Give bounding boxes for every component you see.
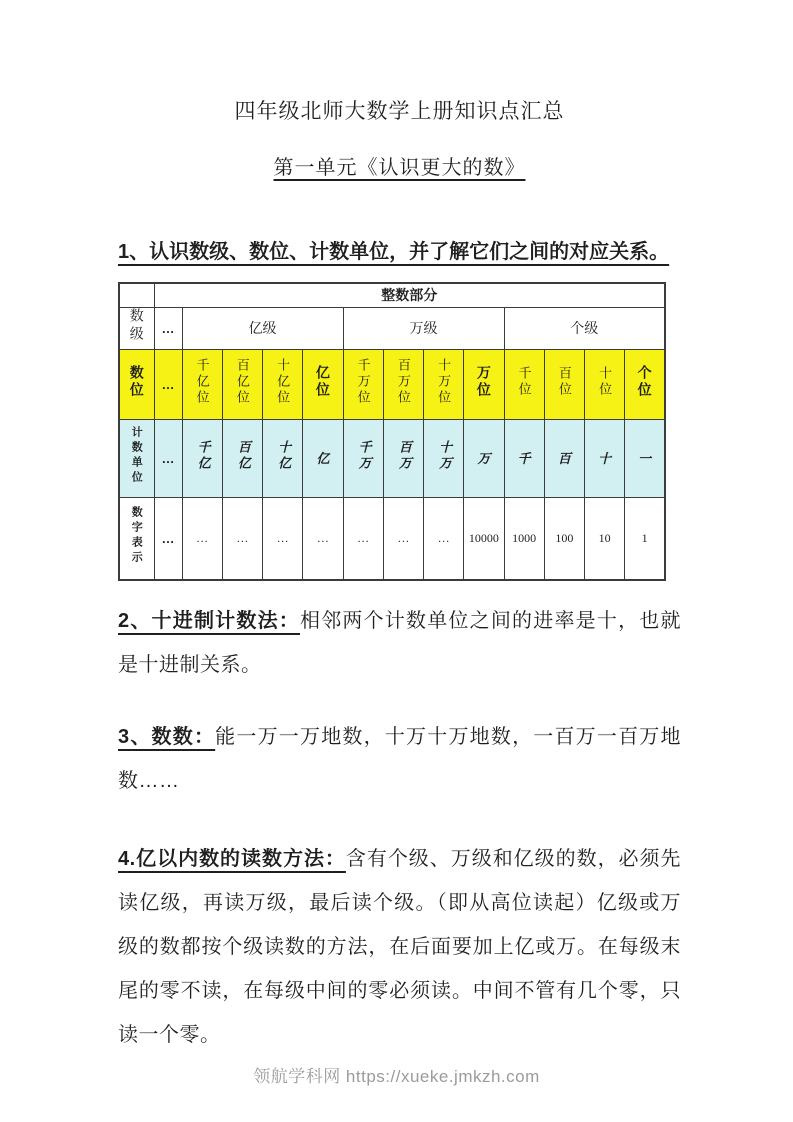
corner-cell [119, 283, 154, 307]
unit-subtitle: 第一单元《认识更大的数》 [273, 157, 526, 179]
counting-unit-cell: 一 [625, 419, 665, 497]
digit-place-cell: 千亿位 [182, 349, 222, 419]
integer-part-header-cell: 整数部分 [154, 283, 665, 307]
counting-unit-cell: 百 [544, 419, 584, 497]
counting-unit-cell: 亿 [303, 419, 343, 497]
counting-unit-cell: 百万 [383, 419, 423, 497]
row-header-digit-place: 数位 [119, 349, 154, 419]
number-value-cell: … [222, 497, 262, 580]
number-value-cell: … [424, 497, 464, 580]
level-cell-ge: 个级 [504, 307, 665, 349]
counting-unit-cell: 万 [464, 419, 504, 497]
section-2-paragraph [118, 599, 681, 687]
digit-place-cell: 十位 [585, 349, 625, 419]
level-cell-wan: 万级 [343, 307, 504, 349]
counting-unit-cell: 十亿 [263, 419, 303, 497]
digit-place-cell: 千位 [504, 349, 544, 419]
page-title: 四年级北师大数学上册知识点汇总 [234, 100, 565, 123]
row-header-number-repr: 数字表示 [119, 497, 154, 580]
table-row-levels [119, 307, 665, 349]
section-1-heading: 1、认识数级、数位、计数单位，并了解它们之间的对应关系。 [118, 241, 670, 263]
number-value-cell: 1 [625, 497, 665, 580]
section-2-body: 相邻两个计数单位之间的进率是十，也就是十进制关系。 [118, 610, 681, 676]
section-3-paragraph [118, 715, 681, 803]
table-row-counting-units [119, 419, 665, 497]
section-4-paragraph [118, 837, 681, 1057]
number-value-cell: … [343, 497, 383, 580]
number-value-cell: 1000 [504, 497, 544, 580]
section-3-body: 能一万一万地数，十万十万地数，一百万一百万地数…… [118, 726, 682, 792]
counting-unit-cell: 千亿 [182, 419, 222, 497]
counting-unit-cell: 十 [585, 419, 625, 497]
number-value-cell: 100 [544, 497, 584, 580]
digit-place-cell: 十万位 [424, 349, 464, 419]
section-4-lead: 4.亿以内数的读数方法： [118, 848, 346, 870]
digit-place-cell: 个位 [625, 349, 665, 419]
digit-place-cell: 万位 [464, 349, 504, 419]
row-header-level: 数级 [119, 307, 154, 349]
table-row-integer-part [119, 283, 665, 307]
level-cell-yi: 亿级 [182, 307, 343, 349]
ellipsis-cell: … [154, 349, 182, 419]
section-2-lead: 2、十进制计数法： [118, 610, 300, 632]
number-value-cell: … [263, 497, 303, 580]
row-header-counting-unit: 计数单位 [119, 419, 154, 497]
ellipsis-cell: … [154, 307, 182, 349]
table-row-number-representation [119, 497, 665, 580]
digit-place-cell: 亿位 [303, 349, 343, 419]
place-value-table [118, 282, 666, 581]
number-value-cell: … [303, 497, 343, 580]
counting-unit-cell: 千 [504, 419, 544, 497]
section-3-lead: 3、数数： [118, 726, 216, 748]
digit-place-cell: 十亿位 [263, 349, 303, 419]
number-value-cell: 10000 [464, 497, 504, 580]
number-value-cell: … [182, 497, 222, 580]
number-value-cell: 10 [585, 497, 625, 580]
ellipsis-cell: … [154, 497, 182, 580]
footer-watermark: 领航学科网 https://xueke.jmkzh.com [253, 1067, 540, 1086]
table-row-digit-places [119, 349, 665, 419]
counting-unit-cell: 千万 [343, 419, 383, 497]
digit-place-cell: 千万位 [343, 349, 383, 419]
counting-unit-cell: 十万 [424, 419, 464, 497]
document-content [0, 98, 793, 1057]
counting-unit-cell: 百亿 [222, 419, 262, 497]
digit-place-cell: 百万位 [383, 349, 423, 419]
ellipsis-cell: … [154, 419, 182, 497]
digit-place-cell: 百亿位 [222, 349, 262, 419]
section-4-body: 含有个级、万级和亿级的数，必须先读亿级，再读万级，最后读个级。（即从高位读起）亿级或万级的数都按个级读数的方法，在后面要加上亿或万。在每级末尾的零不读，在每级中间的零必须读。中间不管有几个零，只读一个零。 [118, 848, 681, 1046]
digit-place-cell: 百位 [544, 349, 584, 419]
number-value-cell: … [383, 497, 423, 580]
